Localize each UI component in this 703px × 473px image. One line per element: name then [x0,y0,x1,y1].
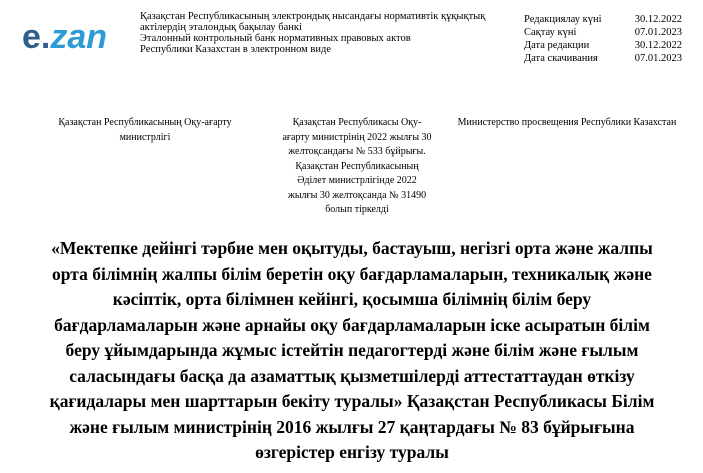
date-row: Дата редакции 30.12.2022 [524,40,682,51]
bank-line: актілердің эталондық бақылау банкі [140,22,302,33]
date-row: Дата скачивания 07.01.2023 [524,53,682,64]
registration-note: Қазақстан Республикасы Оқу- ағарту министрінің 2022 жылғы 30 желтоқсандағы № 533 бұйрығы. Қазақстан Республикасының Әділет министрлігінде 2022 жылғы 30 желтоқсанда № 31490 болып тіркелді [282,117,432,215]
bank-line: Республики Казахстан в электронном виде [140,44,331,55]
document-title: «Мектепке дейінгі тәрбие мен оқытуды, бастауыш, негізгі орта және жалпы орта білімнің жалпы білім беретін оқу бағдарламаларын, техникалық және кәсіптік, орта білімнен кейінгі, қосымша білімнің білім беру бағдарламаларын және арнайы оқу бағдарламаларын іске асыратын білім беру ұйымдарында жұмыс істейтін педагогтерді және білім және ғылым саласындағы басқа да азаматтық қызметшілерді аттестаттаудан өткізу қағидалары мен шарттарын бекіту туралы» Қазақстан Республикасы Білім және ғылым министрінің 2016 жылғы 27 қаңтардағы № 83 бұйрығына өзгерістер енгізу туралы [49,238,655,462]
date-row: Редакциялау күні 30.12.2022 [524,14,682,25]
bank-description [140,11,485,55]
ministry-ru-name: Министерство просвещения Республики Казахстан [457,117,677,128]
document-header [0,0,703,80]
date-row: Сақтау күні 07.01.2023 [524,27,682,38]
ministry-kz-name: Қазақстан Республикасының Оқу-ағарту министрлігі [58,117,232,143]
bank-line: Эталонный контрольный банк нормативных правовых актов [140,33,411,44]
bank-line: Қазақстан Республикасының электрондық нысандағы нормативтік құқықтық [140,11,486,22]
dates-table [524,13,682,65]
ezan-logo: e.zan [22,18,108,56]
